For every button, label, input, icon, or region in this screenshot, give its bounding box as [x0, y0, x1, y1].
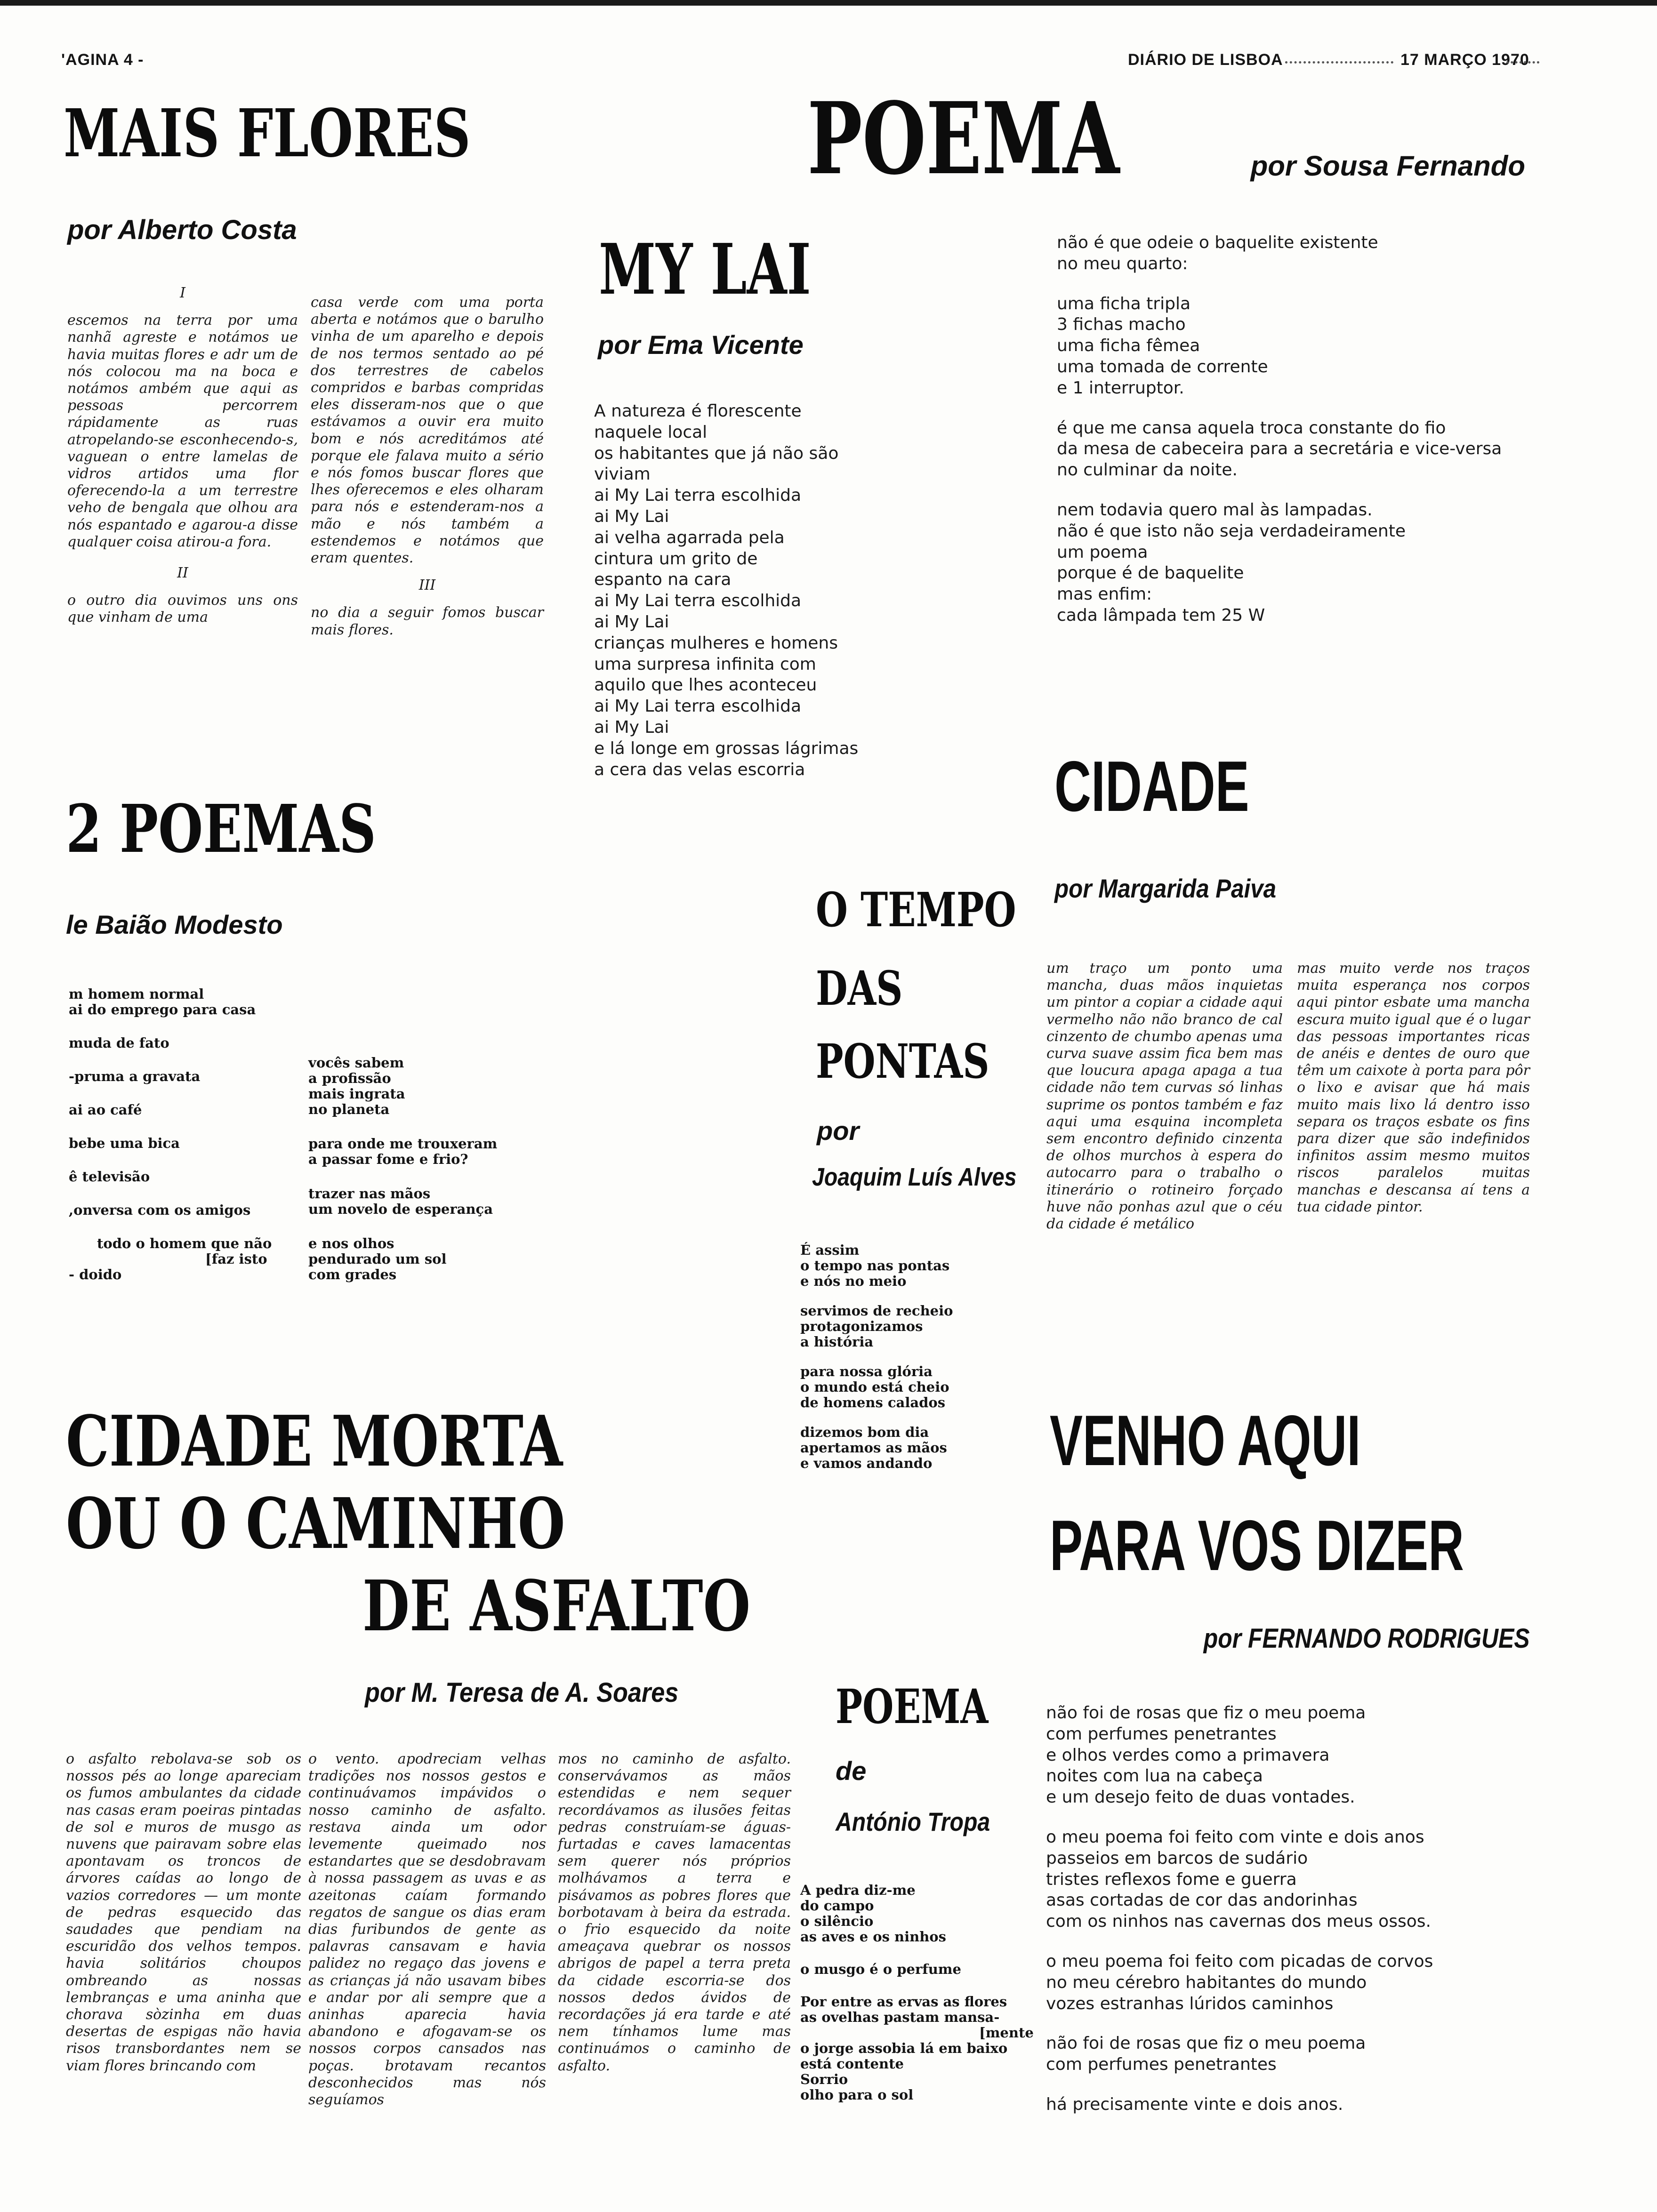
- my-lai-headline: MY LAI: [599, 228, 811, 310]
- poem-line: naquele local: [594, 422, 708, 442]
- my-lai-poem: [594, 401, 924, 780]
- poem-line: há precisamente vinte e dois anos.: [1046, 2094, 1343, 2114]
- prose-paragraph: escemos na terra por uma nanhã agreste e notámos ue havia muitas flores e adr um de nós colocou ma na boca e notámos ambém que aqui as pessoas percorrem rápidamente as ruas atropelando-se esconhecendo-s, vaguean o entre lamelas de vidros artidos uma flor oferecendo-la a um terrestre veho de bengala que olhou ara nós espantado e agarou-a disse qualquer coisa atirou-a fora.: [67, 312, 298, 550]
- poem-line: espanto na cara: [594, 570, 732, 590]
- stanza: [1057, 232, 1528, 275]
- cidade-morta-column-3: [558, 1751, 791, 2075]
- poem-line: as aves e os ninhos: [800, 1929, 946, 1945]
- poem-line: trazer nas mãos: [308, 1186, 431, 1202]
- poem-line: ai My Lai terra escolhida: [594, 591, 802, 611]
- dois-poemas-column-2: [308, 1055, 553, 1301]
- poem-line: dizemos bom dia: [800, 1424, 929, 1440]
- poem-line: a história: [800, 1334, 874, 1350]
- poem-line: o meu poema foi feito com vinte e dois anos: [1046, 1827, 1424, 1847]
- poem-line: ai ao café: [69, 1102, 142, 1118]
- poem-line: noites com lua na cabeça: [1046, 1766, 1263, 1786]
- stanza: [1046, 1951, 1540, 2014]
- tempo-by: por: [817, 1116, 860, 1146]
- cidade-byline: por Margarida Paiva: [1054, 874, 1277, 903]
- poem-line: asas cortadas de cor das andorinhas: [1046, 1891, 1358, 1910]
- poem-line: - doido: [69, 1266, 122, 1282]
- poem-line: de homens calados: [800, 1395, 946, 1411]
- stanza: [800, 1994, 1045, 2103]
- poem-line: no meu quarto:: [1057, 254, 1188, 273]
- stanza: [308, 1236, 553, 1282]
- stanza: [1057, 294, 1528, 399]
- poem-line: aquilo que lhes aconteceu: [594, 675, 817, 695]
- cidade-column-1: [1046, 960, 1283, 1233]
- prose-paragraph: o vento. apodreciam velhas tradições nos nossos gestos e continuávamos impávidos o nosso caminho de asfalto. restava ainda um odor levemente queimado nos estandartes que se desdobravam à nossa passagem as uvas e as azeitonas caíam formando regatos de sangue os dias eram dias furibundos de gente as palavras cansavam e havia palidez no regaço das jovens e as crianças já não usavam bibes e andar por ali sempre que a aninhas aparecia havia abandono e afogavam-se os nossos corpos cansados nas poças. brotavam recantos desconhecidos mas nós seguíamos: [308, 1751, 546, 2108]
- my-lai-byline: por Ema Vicente: [598, 330, 804, 360]
- mais-flores-column-1: [67, 285, 298, 626]
- issue-date: 17 MARÇO 1970: [1400, 51, 1529, 69]
- poem-line: não é que odeie o baquelite existente: [1057, 233, 1378, 252]
- tempo-headline-line-2: DAS: [816, 961, 903, 1016]
- poem-line: para nossa glória: [800, 1363, 933, 1379]
- poem-line: da mesa de cabeceira para a secretária e vice-versa: [1057, 439, 1502, 459]
- venho-poem: [1046, 1703, 1540, 2134]
- poem-line: [mente: [979, 2025, 1034, 2041]
- venho-byline-text: por FERNANDO RODRIGUES: [1204, 1623, 1530, 1654]
- poem-line: tristes reflexos fome e guerra: [1046, 1869, 1297, 1889]
- poem-line: nem todavia quero mal às lampadas.: [1057, 500, 1373, 520]
- poem-line: e nos olhos: [308, 1235, 394, 1251]
- tempo-poem: [800, 1242, 1017, 1485]
- cidade-morta-column-1: [66, 1751, 301, 2075]
- stanza: [1046, 1703, 1540, 1808]
- stanza: [69, 1136, 304, 1151]
- poem-line: no meu cérebro habitantes do mundo: [1046, 1972, 1367, 1992]
- tempo-headline-line-1: O TEMPO: [816, 882, 1016, 938]
- poem-line: um poema: [1057, 542, 1148, 562]
- poem-line: a cera das velas escorria: [594, 760, 805, 779]
- stanza: [308, 1136, 553, 1167]
- poem-line: ai velha agarrada pela: [594, 528, 785, 547]
- poem-line: Por entre as ervas as flores: [800, 1994, 1007, 2010]
- stanza: [69, 1236, 304, 1282]
- poem-line: está contente: [800, 2056, 904, 2072]
- poem-line: viviam: [594, 465, 651, 484]
- prose-paragraph: casa verde com uma porta aberta e notámos que o barulho vinha de um aparelho e depois de nos termos sentado ao pé dos terrestres de cabelos compridos e barbas compridas eles disseram-nos que o que estávamos a ouvir era muito bom e nós acreditámos até porque ele falava muito a sério e nós fomos buscar flores que lhes oferecemos e eles olharam para nós e estenderam-nos a mão e nós também a estendemos e notámos que eram quentes.: [311, 294, 544, 567]
- poema-tropa-author: António Tropa: [836, 1807, 990, 1836]
- poem-line: o silêncio: [800, 1913, 874, 1929]
- poem-line: uma ficha tripla: [1057, 294, 1191, 313]
- venho-byline: [1083, 1623, 1530, 1654]
- prose-paragraph: no dia a seguir fomos buscar mais flores.: [311, 604, 544, 638]
- stanza: [69, 1102, 304, 1118]
- poem-line: no planeta: [308, 1101, 390, 1117]
- dois-poemas-column-1: [69, 986, 304, 1300]
- poem-line: para onde me trouxeram: [308, 1136, 498, 1152]
- section-numeral: I: [180, 285, 185, 301]
- poem-line: os habitantes que já não são: [594, 443, 839, 463]
- poem-line: porque é de baquelite: [1057, 563, 1244, 583]
- cidade-morta-headline-line-2: OU O CAMINHO: [66, 1483, 565, 1564]
- poem-line: o mundo está cheio: [800, 1379, 949, 1395]
- poem-line: com perfumes penetrantes: [1046, 1724, 1277, 1744]
- poem-line: não foi de rosas que fiz o meu poema: [1046, 1703, 1366, 1723]
- poem-line: um novelo de esperança: [308, 1201, 493, 1217]
- dois-poemas-headline: 2 POEMAS: [66, 791, 376, 868]
- poem-line: uma tomada de corrente: [1057, 357, 1268, 377]
- poema-text: [1057, 232, 1528, 645]
- stanza: [69, 986, 304, 1018]
- header-leader-dots: [1285, 61, 1393, 64]
- dois-poemas-byline: le Baião Modesto: [66, 910, 283, 939]
- stanza: [1046, 1827, 1540, 1932]
- poema-headline: POEMA: [807, 80, 1120, 197]
- poem-line: ,onversa com os amigos: [69, 1202, 251, 1218]
- stanza: [1046, 2094, 1540, 2116]
- poema-tropa-de: de: [836, 1756, 867, 1786]
- poem-line: vocês sabem: [308, 1055, 404, 1071]
- prose-paragraph: um traço um ponto uma mancha, duas mãos inquietas um pintor a copiar a cidade aqui vermelho não não branco de cal cinzento de chumbo apenas uma curva suave assim fica bem mas que loucura apaga apaga a tua cidade não tem curvas só linhas suprime os pontos também e faz aqui uma esquina incompleta sem encontro definido cinzenta de olhos murchos à espera do autocarro para o trabalho o itinerário o rotineiro forçado huve não ponhas azul que o céu da cidade é metálico: [1046, 960, 1283, 1233]
- poem-line: não é que isto não seja verdadeiramente: [1057, 521, 1406, 541]
- poem-line: e nós no meio: [800, 1273, 907, 1289]
- poem-line: 3 fichas macho: [1057, 315, 1186, 335]
- stanza: [800, 1242, 1017, 1289]
- poem-line: com grades: [308, 1266, 397, 1282]
- venho-headline-line-2: PARA VOS DIZER: [1050, 1506, 1464, 1586]
- poem-line: bebe uma bica: [69, 1135, 180, 1151]
- stanza: [69, 1169, 304, 1185]
- prose-paragraph: mos no caminho de asfalto. conservávamos as mãos estendidas e nem sequer recordávamos as ilusões feitas pedras construíam-se águas-furtadas e caves lamacentas sem querer nós próprios molhávamos a terra e pisávamos as pobres flores que borbotavam à beira da estrada. o frio esquecido da noite ameaçava quebrar os nossos abrigos de papel a terra preta da cidade escorria-se dos nossos dedos ávidos de recordações já era tarde e até nem tínhamos lume mas continuámos o caminho de asfalto.: [558, 1751, 791, 2074]
- poem-line: É assim: [800, 1242, 860, 1258]
- poem-line: e vamos andando: [800, 1455, 933, 1471]
- poem-line: A natureza é florescente: [594, 401, 802, 421]
- prose-paragraph: o outro dia ouvimos uns ons que vinham de uma: [67, 592, 298, 626]
- poem-line: no culminar da noite.: [1057, 460, 1238, 480]
- poema-tropa-headline: POEMA: [836, 1679, 989, 1734]
- section-numeral: III: [418, 577, 436, 594]
- mais-flores-column-2: [311, 294, 544, 639]
- stanza: [69, 1035, 304, 1051]
- poem-line: ai My Lai: [594, 612, 669, 632]
- poem-line: não foi de rosas que fiz o meu poema: [1046, 2034, 1366, 2053]
- cidade-morta-column-2: [308, 1751, 546, 2108]
- cidade-column-2: [1297, 960, 1530, 1216]
- poem-line: uma surpresa infinita com: [594, 654, 816, 674]
- poem-line: e olhos verdes como a primavera: [1046, 1745, 1330, 1765]
- cidade-morta-headline-line-1: CIDADE MORTA: [66, 1400, 563, 1482]
- poem-line: a profissão: [308, 1070, 391, 1086]
- poem-line: com perfumes penetrantes: [1046, 2055, 1277, 2075]
- cidade-morta-headline-line-3: DE ASFALTO: [362, 1565, 751, 1647]
- poem-line: o musgo é o perfume: [800, 1961, 961, 1977]
- stanza: [800, 1364, 1017, 1411]
- poema-tropa-poem: [800, 1883, 1045, 2120]
- poem-line: o jorge assobia lá em baixo: [800, 2040, 1008, 2056]
- poem-line: m homem normal: [69, 986, 204, 1002]
- tempo-headline-line-3: PONTAS: [816, 1034, 989, 1089]
- poem-line: crianças mulheres e homens: [594, 633, 838, 653]
- poem-line: mais ingrata: [308, 1086, 405, 1102]
- stanza: [800, 1962, 1045, 1977]
- stanza: [308, 1055, 553, 1117]
- poem-line: servimos de recheio: [800, 1303, 953, 1319]
- poem-line: protagonizamos: [800, 1318, 923, 1334]
- header-leader-dots-end: [1506, 61, 1539, 64]
- prose-paragraph: o asfalto rebolava-se sob os nossos pés ao longe apareciam os fumos ambulantes da cidade nas casas eram poeiras pintadas de sol e muros de musgo as nuvens que pairavam sobre elas apontavam os troncos de árvores caídas ao longo de vazios corredores — um monte de pedras esquecido das saudades que pendiam na escuridão dos velhos tempos. havia solitários choupos ombreando as nossas lembranças e uma aninha que chorava sòzinha em duas desertas de espigas não havia risos transbordantes nem se viam flores brincando com: [66, 1751, 301, 2074]
- stanza: [1057, 418, 1528, 481]
- stanza: [800, 1303, 1017, 1350]
- poem-line: o meu poema foi feito com picadas de corvos: [1046, 1951, 1433, 1971]
- poem-line: ai My Lai terra escolhida: [594, 486, 802, 505]
- cidade-morta-byline: por M. Teresa de A. Soares: [365, 1677, 679, 1708]
- poema-byline: por Sousa Fernando: [1250, 150, 1525, 182]
- stanza: [308, 1186, 553, 1217]
- poem-line: pendurado um sol: [308, 1251, 447, 1267]
- poem-line: todo o homem que não: [97, 1235, 272, 1251]
- poem-line: com os ninhos nas cavernas dos meus ossos.: [1046, 1912, 1431, 1931]
- poem-line: [faz isto: [205, 1251, 267, 1267]
- poem-line: cada lâmpada tem 25 W: [1057, 605, 1265, 625]
- poem-line: -pruma a gravata: [69, 1068, 201, 1084]
- stanza: [1057, 500, 1528, 626]
- poem-line: a passar fome e frio?: [308, 1151, 468, 1167]
- cidade-headline: CIDADE: [1054, 746, 1249, 826]
- poem-line: o tempo nas pontas: [800, 1258, 950, 1274]
- mais-flores-byline: por Alberto Costa: [67, 215, 297, 245]
- stanza: [1046, 2033, 1540, 2076]
- newspaper-name: DIÁRIO DE LISBOA: [1128, 51, 1283, 69]
- stanza: [800, 1883, 1045, 1945]
- top-rule: [0, 0, 1657, 6]
- poem-line: olho para o sol: [800, 2087, 914, 2103]
- mais-flores-headline: MAIS FLORES: [64, 95, 471, 172]
- poem-line: e um desejo feito de duas vontades.: [1046, 1787, 1355, 1807]
- prose-paragraph: mas muito verde nos traços muita esperança nos corpos aqui pintor esbate uma mancha escura muito igual que é o lugar das pessoas importantes ricas de anéis e dentes de ouro que têm um caixote à porta para pôr o lixo e avisar que há mais muito mais lixo lá dentro isso separa os traços esbate os fins para dizer que são indefinidos infinitos assim mesmo muitos riscos paralelos muitas manchas e descansa aí tens a tua cidade pintor.: [1297, 960, 1530, 1215]
- poem-line: é que me cansa aquela troca constante do fio: [1057, 418, 1446, 438]
- poem-line: cintura um grito de: [594, 549, 758, 569]
- poem-line: muda de fato: [69, 1035, 169, 1051]
- section-numeral: II: [177, 565, 188, 582]
- poem-line: vozes estranhas lúridos caminhos: [1046, 1994, 1334, 2013]
- poem-line: apertamos as mãos: [800, 1440, 947, 1456]
- poem-line: ê televisão: [69, 1169, 150, 1185]
- poem-line: ai My Lai: [594, 717, 669, 737]
- tempo-author: Joaquim Luís Alves: [812, 1163, 1017, 1191]
- poem-line: ai My Lai terra escolhida: [594, 697, 802, 716]
- venho-headline-line-1: VENHO AQUI: [1050, 1401, 1361, 1481]
- poem-line: e 1 interruptor.: [1057, 378, 1184, 398]
- poem-line: A pedra diz-me: [800, 1882, 916, 1898]
- poem-line: mas enfim:: [1057, 585, 1152, 604]
- poem-line: e lá longe em grossas lágrimas: [594, 738, 859, 758]
- stanza: [69, 1202, 304, 1218]
- stanza: [69, 1069, 304, 1084]
- poem-line: ai My Lai: [594, 506, 669, 526]
- poem-line: uma ficha fêmea: [1057, 336, 1200, 356]
- poem-line: passeios em barcos de sudário: [1046, 1848, 1308, 1868]
- page-label: 'AGINA 4 -: [61, 51, 144, 69]
- poem-line: as ovelhas pastam mansa-: [800, 2009, 1000, 2025]
- poem-line: do campo: [800, 1898, 874, 1914]
- poem-line: ai do emprego para casa: [69, 1002, 256, 1018]
- stanza: [800, 1425, 1017, 1471]
- poem-line: Sorrio: [800, 2071, 848, 2087]
